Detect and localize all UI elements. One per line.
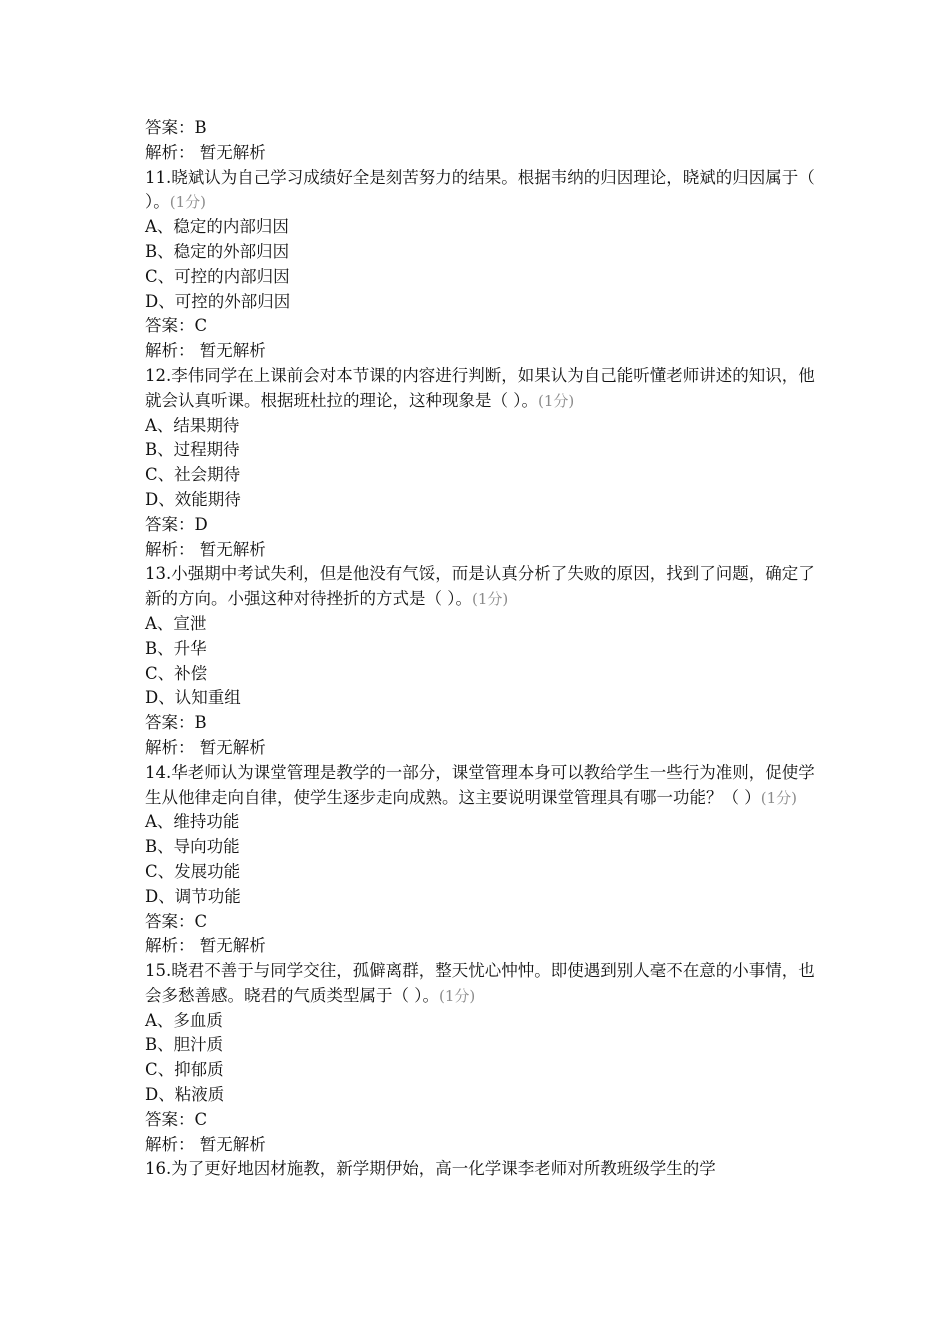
score-label: (1分) bbox=[439, 986, 476, 1005]
analysis-line: 解析： 暂无解析 bbox=[145, 142, 266, 162]
question-block bbox=[145, 562, 815, 760]
document-page bbox=[145, 116, 815, 1182]
question-stem: 12.李伟同学在上课前会对本节课的内容进行判断，如果认为自己能听懂老师讲述的知识，他就会认真听课。根据班杜拉的理论，这种现象是（ ）。(1分) bbox=[145, 365, 815, 410]
option-b: B、胆汁质 bbox=[145, 1035, 224, 1055]
answer-line: 答案：B bbox=[145, 118, 207, 137]
option-c: C、可控的内部归因 bbox=[145, 266, 290, 286]
option-c: C、发展功能 bbox=[145, 861, 241, 881]
question-block bbox=[145, 959, 815, 1157]
question-stem: 14.华老师认为课堂管理是教学的一部分，课堂管理本身可以教给学生一些行为准则，促使学生从他律走向自律，使学生逐步走向成熟。这主要说明课堂管理具有哪一功能？（ ）(1分) bbox=[145, 762, 815, 807]
answer-line: 答案：C bbox=[145, 316, 208, 336]
answer-line: 答案：D bbox=[145, 514, 208, 534]
option-b: B、稳定的外部归因 bbox=[145, 241, 290, 261]
question-stem: 11.晓斌认为自己学习成绩好全是刻苦努力的结果。根据韦纳的归因理论，晓斌的归因属于（ ）。(1分) bbox=[145, 167, 815, 212]
option-b: B、导向功能 bbox=[145, 837, 240, 857]
question-stem: 16.为了更好地因材施教，新学期伊始，高一化学课李老师对所教班级学生的学 bbox=[145, 1159, 716, 1179]
option-a: A、多血质 bbox=[145, 1010, 223, 1030]
answer-line: 答案：C bbox=[145, 1109, 208, 1129]
analysis-line: 解析： 暂无解析 bbox=[145, 539, 266, 559]
question-stem: 13.小强期中考试失利，但是他没有气馁，而是认真分析了失败的原因，找到了问题，确定了新的方向。小强这种对待挫折的方式是（ ）。(1分) bbox=[145, 564, 815, 609]
analysis-line: 解析： 暂无解析 bbox=[145, 737, 266, 757]
score-label: (1分) bbox=[472, 590, 509, 609]
option-a: A、宣泄 bbox=[145, 613, 207, 633]
question-block bbox=[145, 761, 815, 959]
option-a: A、维持功能 bbox=[145, 812, 240, 832]
option-a: A、结果期待 bbox=[145, 415, 240, 435]
option-d: D、认知重组 bbox=[145, 688, 241, 708]
option-b: B、升华 bbox=[145, 638, 207, 658]
answer-line: 答案：B bbox=[145, 713, 207, 733]
option-d: D、调节功能 bbox=[145, 886, 241, 906]
score-label: (1分) bbox=[169, 193, 206, 212]
question-block bbox=[145, 364, 815, 562]
option-c: C、社会期待 bbox=[145, 465, 241, 485]
option-b: B、过程期待 bbox=[145, 440, 240, 460]
analysis-line: 解析： 暂无解析 bbox=[145, 341, 266, 361]
option-d: D、效能期待 bbox=[145, 489, 241, 509]
option-a: A、稳定的内部归因 bbox=[145, 217, 289, 237]
score-label: (1分) bbox=[760, 788, 797, 807]
analysis-line: 解析： 暂无解析 bbox=[145, 1134, 266, 1154]
option-c: C、抑郁质 bbox=[145, 1060, 224, 1080]
option-d: D、可控的外部归因 bbox=[145, 291, 291, 311]
analysis-line: 解析： 暂无解析 bbox=[145, 936, 266, 956]
question-block bbox=[145, 166, 815, 364]
question-stem: 15.晓君不善于与同学交往，孤僻离群，整天忧心忡忡。即使遇到别人毫不在意的小事情，也会多愁善感。晓君的气质类型属于（ ）。(1分) bbox=[145, 961, 815, 1005]
option-c: C、补偿 bbox=[145, 663, 208, 683]
answer-line: 答案：C bbox=[145, 911, 208, 931]
score-label: (1分) bbox=[538, 391, 575, 410]
option-d: D、粘液质 bbox=[145, 1085, 225, 1105]
